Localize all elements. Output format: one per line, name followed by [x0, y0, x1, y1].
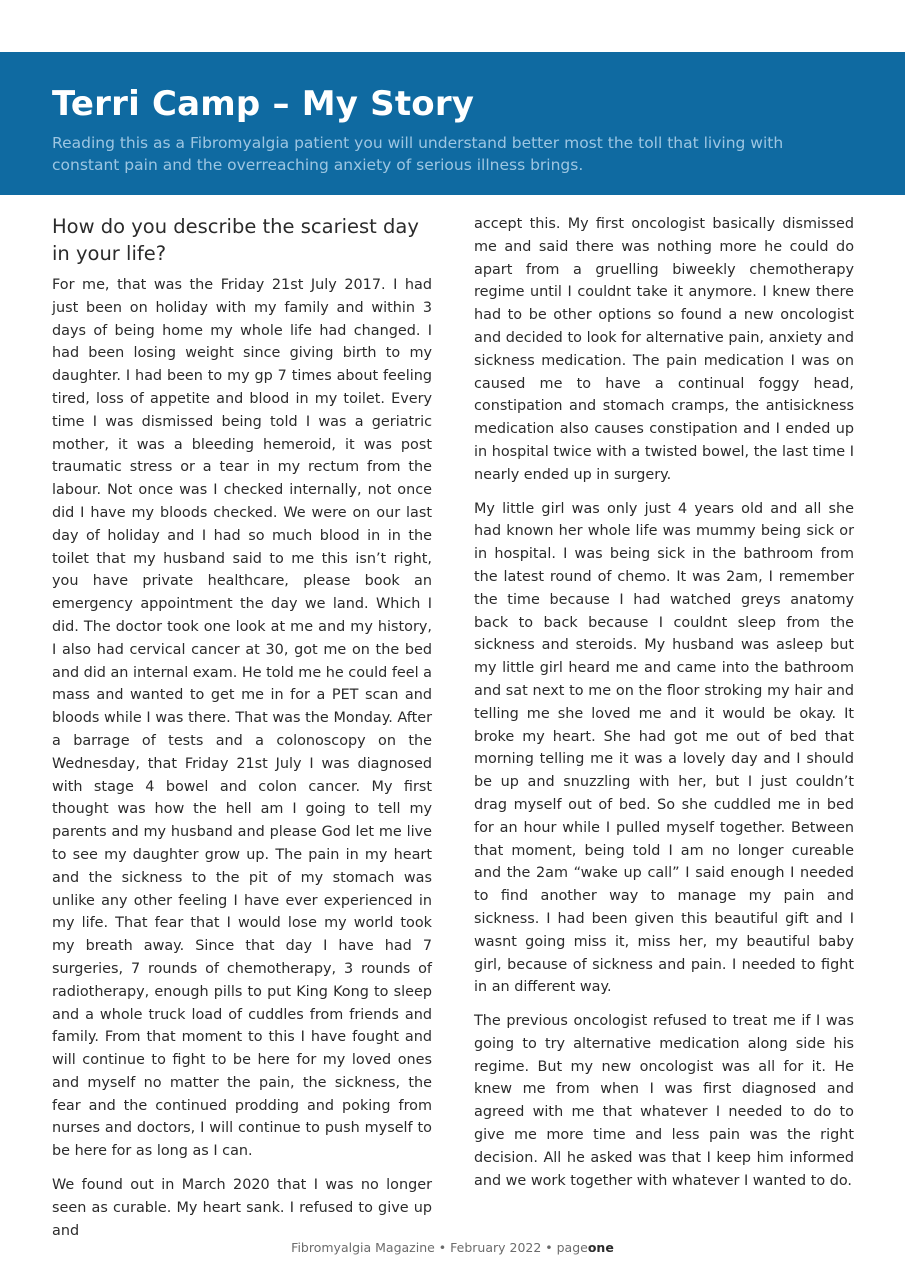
page-footer — [0, 1240, 905, 1255]
article-title: Terri Camp – My Story — [52, 84, 475, 124]
section-heading: How do you describe the scariest day in your life? — [52, 215, 419, 265]
header-banner — [0, 52, 905, 195]
footer-page-word: one — [587, 1240, 614, 1255]
paragraph: For me, that was the Friday 21st July 2017. I had just been on holiday with my family and within 3 days of being home my whole life had changed. I had been losing weight since giving birth to my daughter. I had been to my gp 7 times about feeling tired, loss of appetite and blood in my toilet. Every time I was dismissed being told I was a geriatric mother, it was a bleeding hemeroid, it was post traumatic stress or a tear in my rectum from the labour. Not once was I checked internally, not once did I have my bloods checked. We were on our last day of holiday and I had so much blood in in the toilet that my husband said to me this isn’t right, you have private healthcare, please book an emergency appointment the day we land. Which I did. The doctor took one look at me and my history, I also had cervical cancer at 30, got me on the bed and did an internal exam. He told me he could feel a mass and wanted to get me in for a PET scan and bloods while I was there. That was the Monday. After a barrage of tests and a colonoscopy on the Wednesday, that Friday 21st July I was diagnosed with stage 4 bowel and colon cancer. My first thought was how the hell am I going to tell my parents and my husband and please God let me live to see my daughter grow up. The pain in my heart and the sickness to the pit of my stomach was unlike any other feeling I have ever experienced in my life. That fear that I would lose my world took my breath away. Since that day I have had 7 surgeries, 7 rounds of chemotherapy, 3 rounds of radiotherapy, enough pills to put King Kong to sleep and a whole truck load of cuddles from friends and family. From that moment to this I have fought and will continue to fight to be here for my loved ones and myself no matter the pain, the sickness, the fear and the continued prodding and poking from nurses and doctors, I will continue to push myself to be here for as long as I can. — [52, 277, 433, 1160]
right-column — [474, 213, 854, 1203]
paragraph: accept this. My first oncologist basically dismissed me and said there was nothing more he could do apart from a gruelling biweekly chemotherapy regime until I couldnt take it anymore. I knew there had to be other options so found a new oncologist and decided to look for alternative pain, anxiety and sickness medication. The pain medication I was on caused me to have a continual foggy head, constipation and stomach cramps, the antisickness medication also causes constipation and I ended up in hospital twice with a twisted bowel, the last time I nearly ended up in surgery. — [474, 216, 854, 483]
paragraph: My little girl was only just 4 years old and all she had known her whole life was mummy being sick or in hospital. I was being sick in the bathroom from the latest round of chemo. It was 2am, I remember the time because I had watched greys anatomy back to back because I couldnt sleep from the sickness and steroids. My husband was asleep but my little girl heard me and came into the bathroom and sat next to me on the floor stroking my hair and telling me she loved me and it would be okay. It broke my heart. She had got me out of bed that morning telling me it was a lovely day and I should be up and snuzzling with her, but I just couldn’t drag myself out of bed. So she cuddled me in bed for an hour while I pulled myself together. Between that moment, being told I am no longer cureable and the 2am “wake up call” I said enough I needed to find another way to manage my pain and sickness. I had been given this beautiful gift and I wasnt going miss it, miss her, my beautiful baby girl, because of sickness and pain. I needed to fight in an different way. — [474, 500, 854, 996]
article-subtitle: Reading this as a Fibromyalgia patient you will understand better most the toll that living with constant pain and the overreaching anxiety of serious illness brings. — [52, 134, 784, 174]
footer-text: Fibromyalgia Magazine • February 2022 • page — [291, 1240, 588, 1255]
left-column — [52, 213, 432, 1253]
paragraph: We found out in March 2020 that I was no longer seen as curable. My heart sank. I refused to give up and — [52, 1177, 432, 1239]
paragraph: The previous oncologist refused to treat me if I was going to try alternative medication along side his regime. But my new oncologist was all for it. He knew me from when I was first diagnosed and agreed with me that whatever I needed to do to give me more time and less pain was the right decision. All he asked was that I keep him informed and we work together with whatever I wanted to do. — [474, 1013, 854, 1189]
